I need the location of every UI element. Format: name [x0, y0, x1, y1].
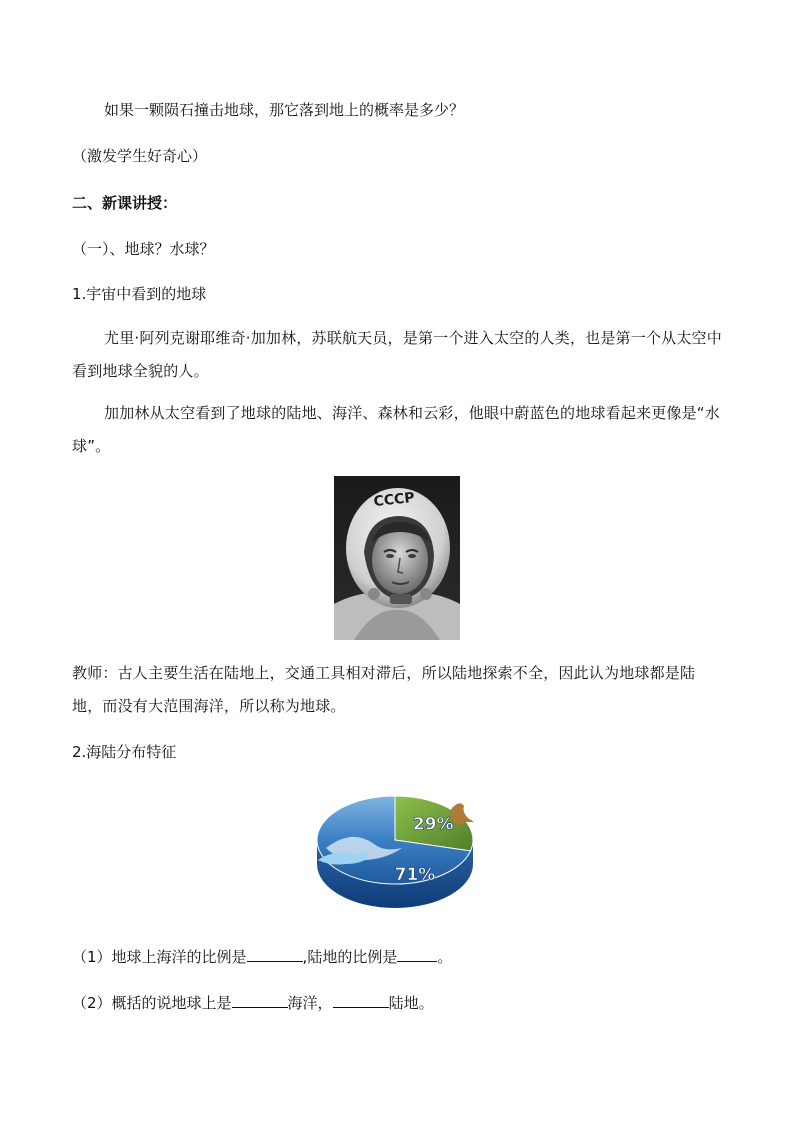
question-two [72, 993, 722, 1013]
question-one-mid: ,陆地的比例是 [302, 948, 398, 966]
ocean-fraction-blank[interactable] [232, 993, 288, 1008]
land-ratio-blank[interactable] [397, 947, 437, 962]
question-one-prefix: （1）地球上海洋的比例是 [72, 948, 247, 966]
subsection-heading: （一）、地球？水球？ [72, 240, 215, 258]
ocean-percent-label: 71% [394, 865, 436, 885]
item-heading-earth-from-space: 1.宇宙中看到的地球 [72, 285, 207, 303]
question-two-mid: 海洋， [287, 994, 333, 1012]
teacher-note: 教师：古人主要生活在陆地上，交通工具相对滞后，所以陆地探索不全，因此认为地球都是陆地，而没有大范围海洋，所以称为地球。 [72, 664, 696, 715]
land-percent-label: 29% [412, 814, 454, 835]
question-one [72, 947, 722, 967]
intro-question: 如果一颗陨石撞击地球，那它落到地上的概率是多少？ [104, 101, 465, 119]
land-fraction-blank[interactable] [333, 993, 389, 1008]
gagarin-photo [334, 476, 460, 640]
question-two-prefix: （2）概括的说地球上是 [72, 994, 232, 1012]
paragraph-gagarin-view: 加加林从太空看到了地球的陆地、海洋、森林和云彩，他眼中蔚蓝色的地球看起来更像是“水球”。 [72, 404, 720, 455]
ocean-ratio-blank[interactable] [247, 947, 303, 962]
helmet-lettering: CCCP [372, 489, 416, 511]
intro-note: （激发学生好奇心） [72, 147, 208, 165]
land-sea-pie-chart [312, 788, 478, 916]
question-one-end: 。 [437, 948, 453, 966]
item-heading-land-sea-distribution: 2.海陆分布特征 [72, 743, 177, 761]
paragraph-gagarin-intro: 尤里·阿列克谢耶维奇·加加林，苏联航天员，是第一个进入太空的人类，也是第一个从太空中看到地球全貌的人。 [72, 329, 722, 380]
kangaroo-icon [450, 803, 474, 825]
question-two-end: 陆地。 [388, 994, 434, 1012]
section-heading-new-lesson: 二、新课讲授： [72, 194, 178, 212]
